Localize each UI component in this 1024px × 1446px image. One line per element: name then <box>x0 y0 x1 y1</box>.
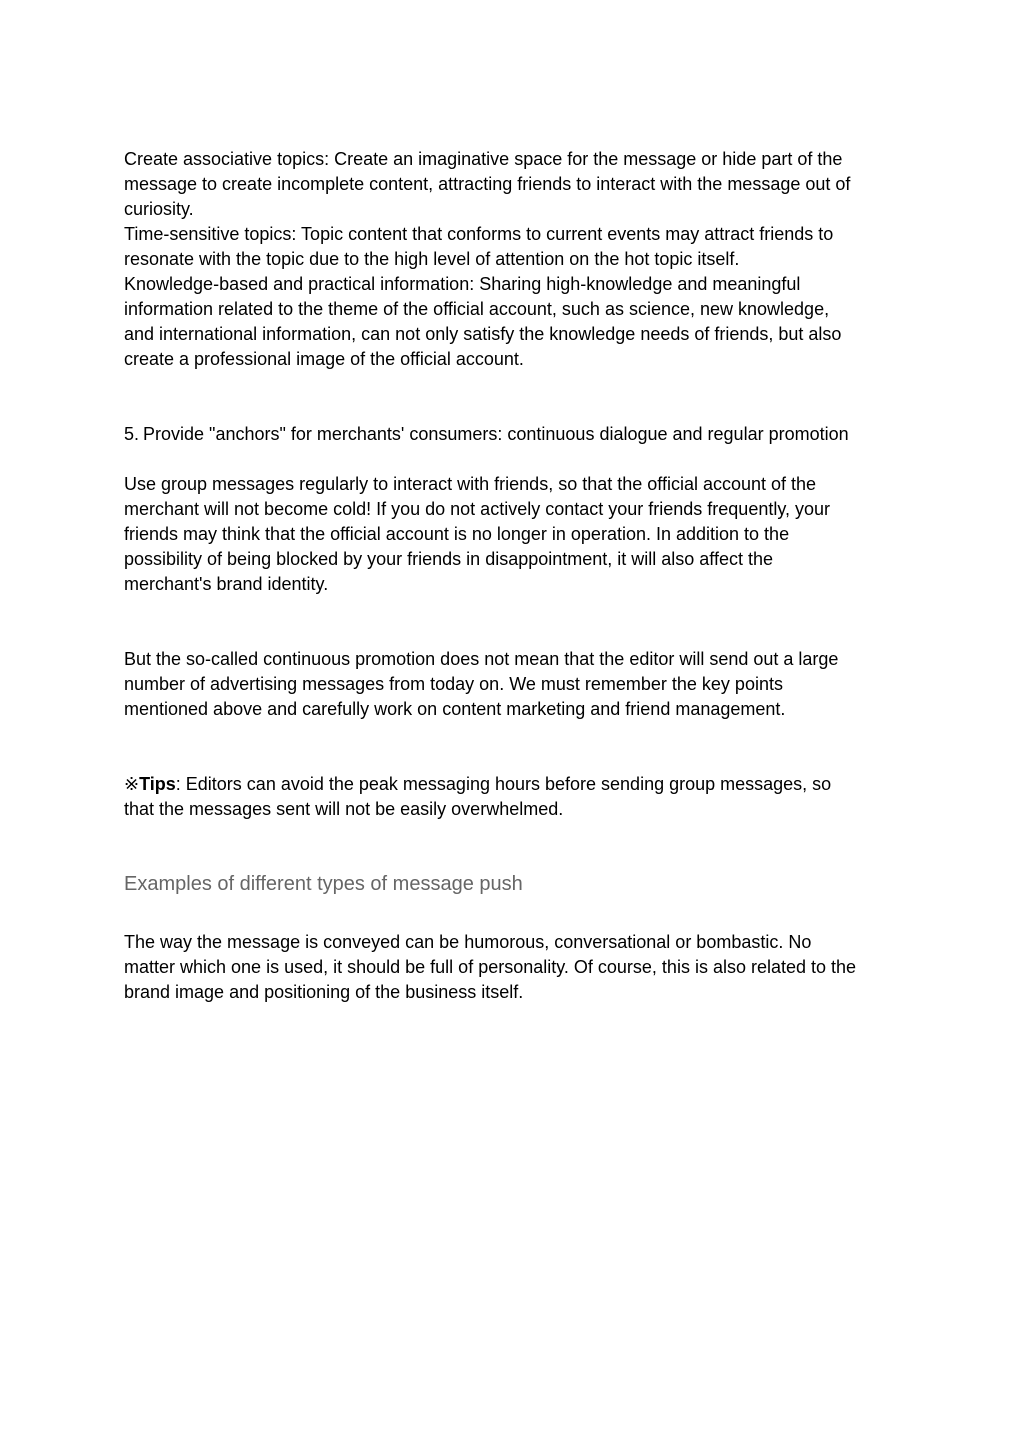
text-line: friends may think that the official account is no longer in operation. In addition to the <box>124 524 790 544</box>
text-line: The way the message is conveyed can be humorous, conversational or bombastic. No <box>124 932 812 952</box>
promotion-paragraph <box>124 647 904 722</box>
conveyance-paragraph <box>124 930 904 1005</box>
tips-paragraph <box>124 772 904 822</box>
text-line: Time-sensitive topics: Topic content that conforms to current events may attract friends to <box>124 224 834 244</box>
reference-mark-icon: ※ <box>124 774 140 794</box>
document-page <box>124 147 904 1005</box>
text-line: Knowledge-based and practical information: Sharing high-knowledge and meaningful <box>124 274 801 294</box>
text-line: merchant will not become cold! If you do not actively contact your friends frequently, your <box>124 499 831 519</box>
text-line: curiosity. <box>124 199 194 219</box>
examples-heading: Examples of different types of message push <box>124 873 523 895</box>
text-line: mentioned above and carefully work on content marketing and friend management. <box>124 699 786 719</box>
group-messages-paragraph <box>124 472 904 597</box>
text-line: Use group messages regularly to interact with friends, so that the official account of the <box>124 474 817 494</box>
text-line: number of advertising messages from today on. We must remember the key points <box>124 674 783 694</box>
text-line: resonate with the topic due to the high level of attention on the hot topic itself. <box>124 249 740 269</box>
text-line: matter which one is used, it should be full of personality. Of course, this is also related to the <box>124 957 857 977</box>
text-line: brand image and positioning of the business itself. <box>124 982 524 1002</box>
text-line: create a professional image of the official account. <box>124 349 524 369</box>
topics-paragraph <box>124 147 904 372</box>
text-line: merchant's brand identity. <box>124 574 329 594</box>
text-line: message to create incomplete content, attracting friends to interact with the message out of <box>124 174 851 194</box>
tips-line <box>124 772 904 797</box>
text-line: information related to the theme of the official account, such as science, new knowledge, <box>124 299 830 319</box>
text-line: possibility of being blocked by your friends in disappointment, it will also affect the <box>124 549 774 569</box>
text-line: and international information, can not only satisfy the knowledge needs of friends, but also <box>124 324 842 344</box>
tips-text: : Editors can avoid the peak messaging hours before sending group messages, so <box>175 774 832 794</box>
text-line: that the messages sent will not be easily overwhelmed. <box>124 799 564 819</box>
section-5-heading <box>124 422 904 447</box>
text-line: But the so-called continuous promotion does not mean that the editor will send out a large <box>124 649 839 669</box>
section-number: 5. <box>124 424 140 444</box>
section-title: Provide "anchors" for merchants' consumers: continuous dialogue and regular promotion <box>143 424 849 444</box>
text-line: Create associative topics: Create an imaginative space for the message or hide part of the <box>124 149 843 169</box>
tips-label: Tips <box>139 774 176 794</box>
